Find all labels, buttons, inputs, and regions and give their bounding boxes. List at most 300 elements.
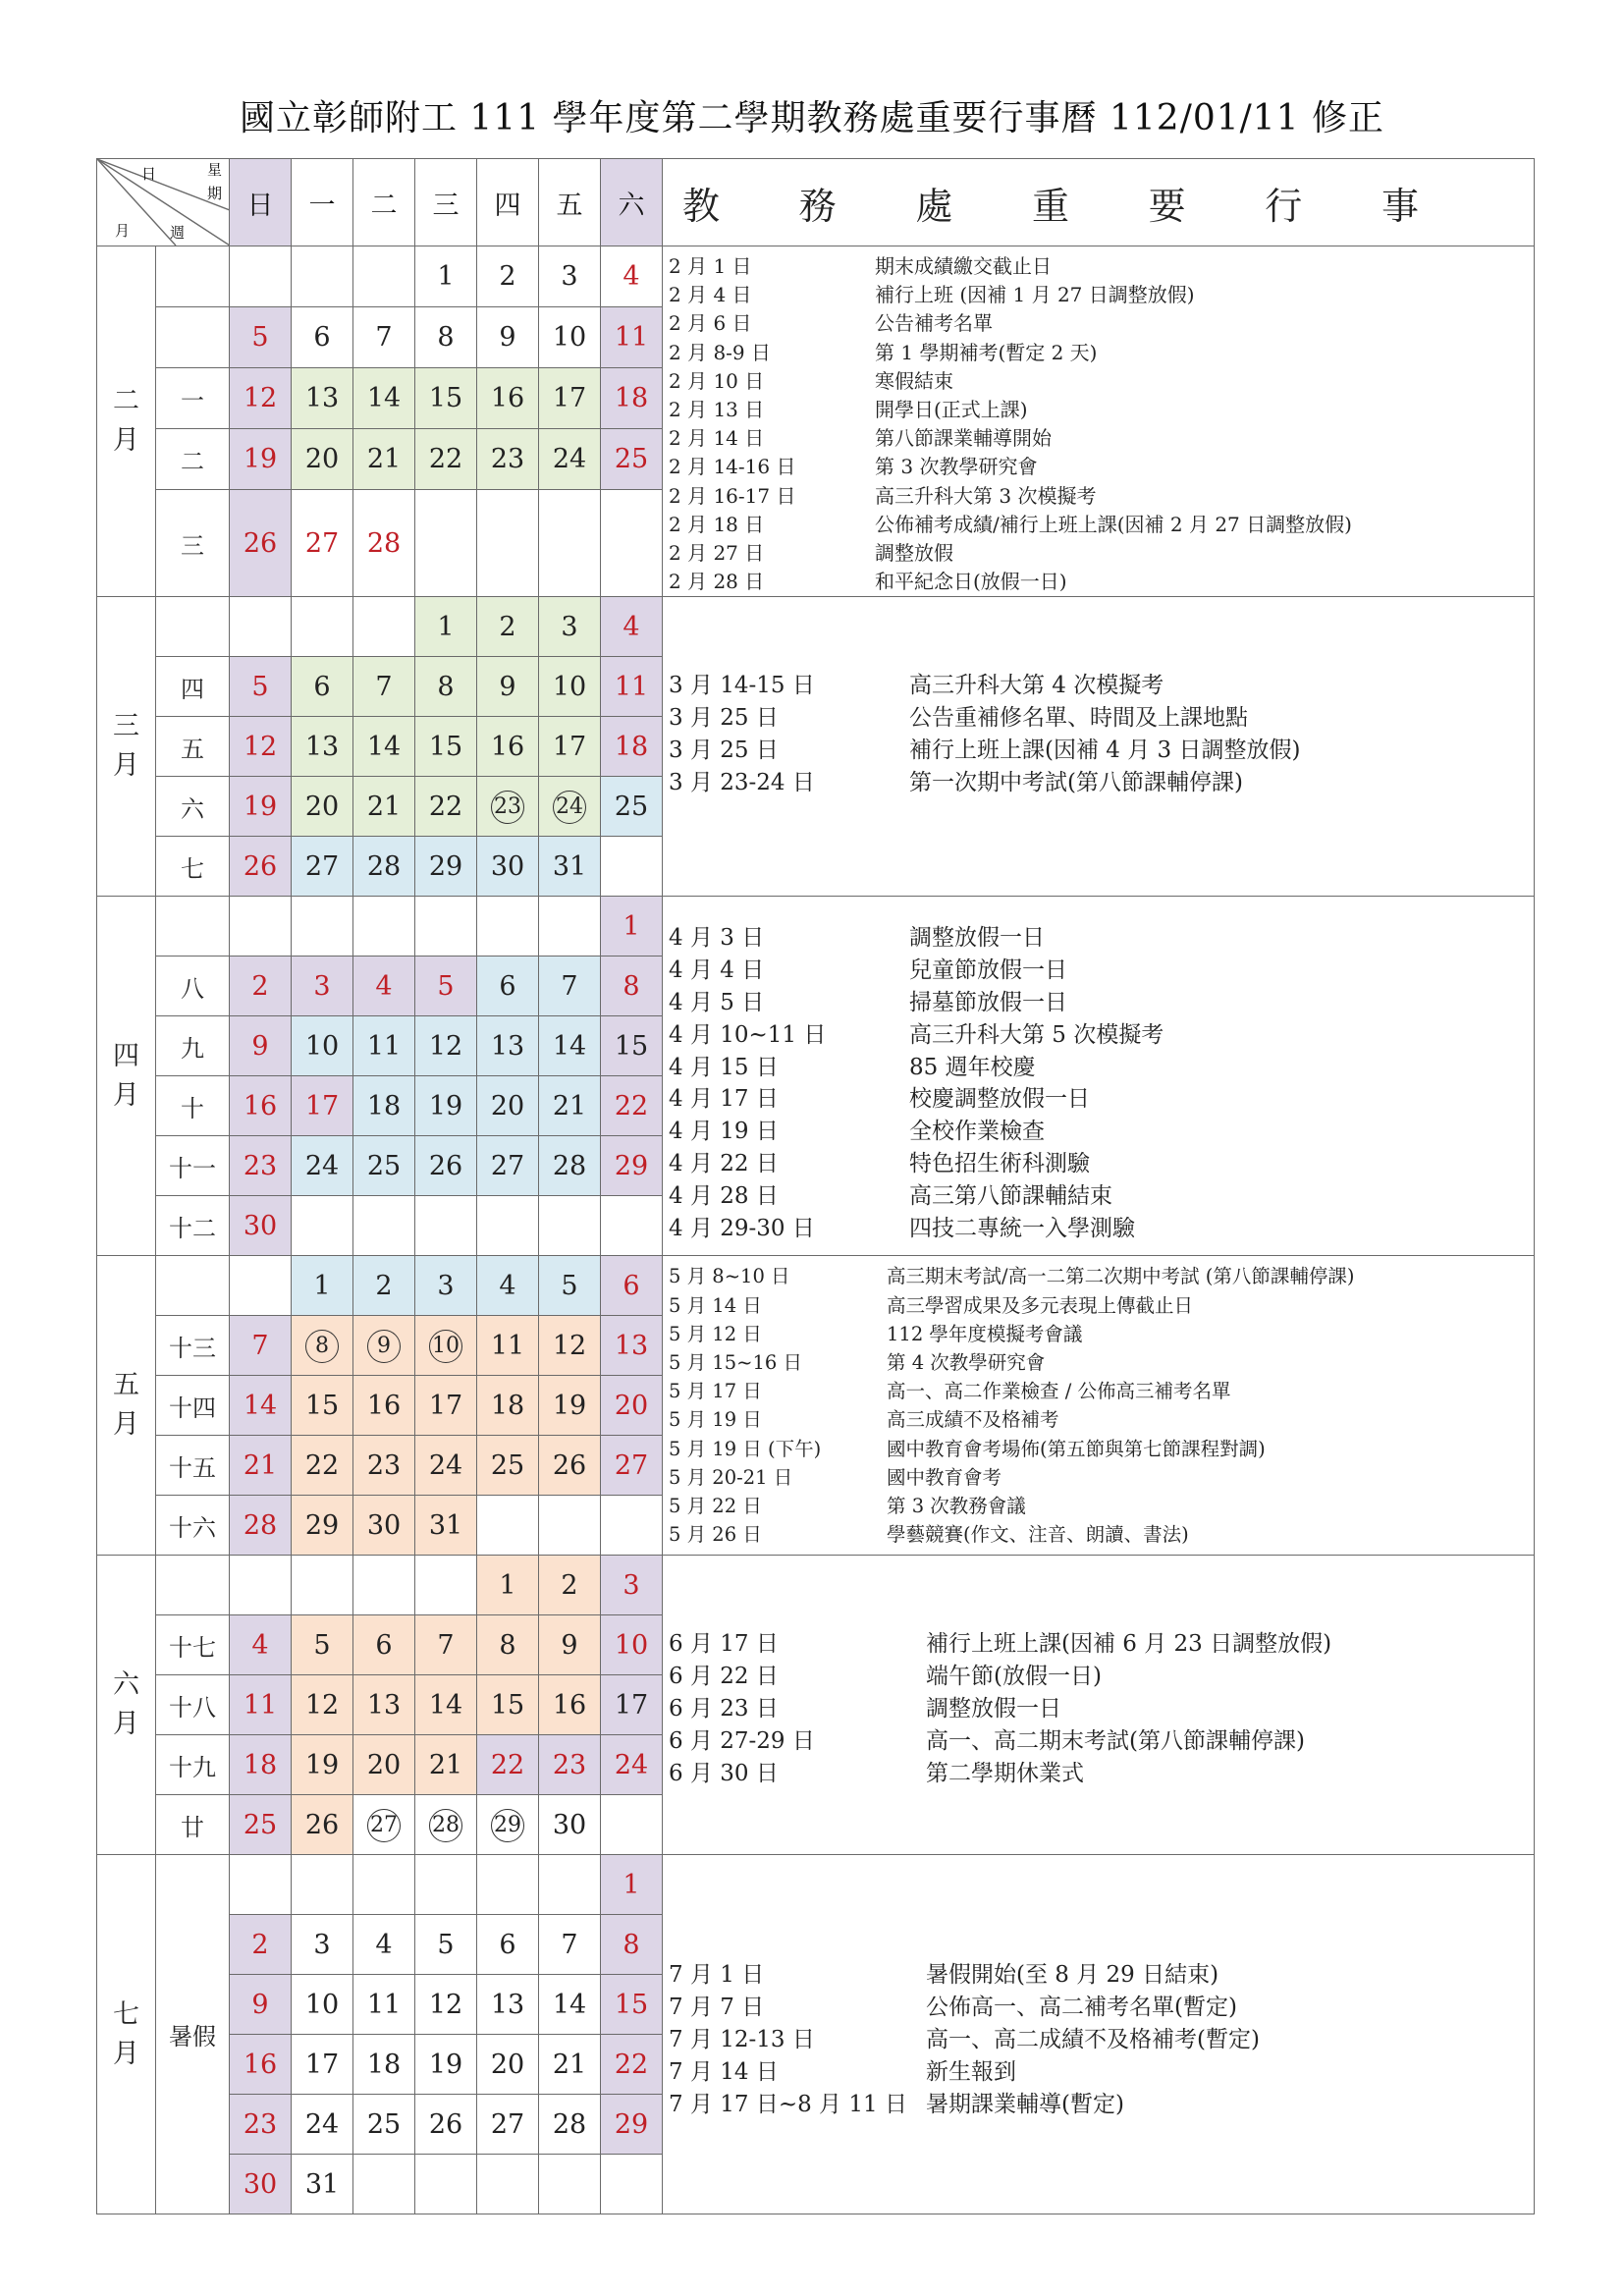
day-cell-thu: 6 bbox=[477, 1915, 539, 1975]
day-cell-sat: 20 bbox=[601, 1376, 663, 1436]
day-cell-thu: 20 bbox=[477, 2035, 539, 2095]
day-cell-mon bbox=[292, 1196, 353, 1256]
week-number: 廿 bbox=[156, 1795, 230, 1855]
event-item bbox=[669, 1661, 1530, 1693]
day-cell-sat: 25 bbox=[601, 777, 663, 837]
event-item bbox=[669, 252, 1530, 281]
event-text: 國中教育會考場佈(第五節與第七節課程對調) bbox=[887, 1437, 1266, 1460]
week-number: 二 bbox=[156, 428, 230, 489]
event-text: 高一、高二期末考試(第八節課輔停課) bbox=[926, 1727, 1305, 1754]
event-item bbox=[669, 1019, 1530, 1052]
day-cell-wed: 29 bbox=[415, 837, 477, 897]
day-cell-sat: 6 bbox=[601, 1256, 663, 1316]
event-text: 高三升科大第 5 次模擬考 bbox=[909, 1021, 1164, 1048]
day-cell-fri bbox=[539, 1196, 601, 1256]
day-cell-sun: 2 bbox=[230, 1915, 292, 1975]
day-cell-sun: 23 bbox=[230, 2095, 292, 2155]
day-cell-sat: 17 bbox=[601, 1675, 663, 1735]
event-date: 5 月 26 日 bbox=[669, 1523, 762, 1547]
event-text: 和平紀念日(放假一日) bbox=[875, 570, 1067, 594]
week-number: 十四 bbox=[156, 1376, 230, 1436]
event-item bbox=[669, 482, 1530, 511]
day-cell-thu: 6 bbox=[477, 957, 539, 1016]
day-cell-sun: 16 bbox=[230, 2035, 292, 2095]
event-text: 暑假開始(至 8 月 29 日結束) bbox=[926, 1962, 1219, 1989]
day-cell-sun bbox=[230, 597, 292, 657]
event-date: 4 月 15 日 bbox=[669, 1054, 779, 1080]
day-cell-fri: 23 bbox=[539, 1735, 601, 1795]
day-cell-sat: 22 bbox=[601, 1076, 663, 1136]
event-text: 第 4 次教學研究會 bbox=[887, 1351, 1046, 1375]
day-cell-fri: 31 bbox=[539, 837, 601, 897]
calendar-body bbox=[97, 246, 1535, 2214]
day-cell-thu: 2 bbox=[477, 597, 539, 657]
day-cell-sat: 1 bbox=[601, 897, 663, 957]
week-number: 十 bbox=[156, 1076, 230, 1136]
day-cell-tue: 23 bbox=[353, 1436, 415, 1496]
day-cell-wed: 5 bbox=[415, 1915, 477, 1975]
header-row bbox=[97, 159, 1535, 246]
event-date: 4 月 5 日 bbox=[669, 990, 765, 1016]
day-cell-fri: 17 bbox=[539, 367, 601, 428]
month-label bbox=[97, 1256, 156, 1556]
event-item bbox=[669, 1959, 1530, 1992]
day-cell-sun: 4 bbox=[230, 1615, 292, 1675]
day-cell-wed bbox=[415, 1196, 477, 1256]
event-date: 2 月 14-16 日 bbox=[669, 455, 796, 479]
weekday-header-tue: 二 bbox=[353, 159, 415, 246]
month-label-char: 二 bbox=[113, 386, 139, 417]
day-cell-mon: 24 bbox=[292, 1136, 353, 1196]
day-cell-mon: 1 bbox=[292, 1256, 353, 1316]
events-cell bbox=[663, 1556, 1535, 1855]
day-cell-mon: 22 bbox=[292, 1436, 353, 1496]
day-cell-mon: 17 bbox=[292, 1076, 353, 1136]
month-label-char: 三 bbox=[113, 711, 139, 742]
event-date: 5 月 14 日 bbox=[669, 1293, 762, 1317]
day-cell-fri: 28 bbox=[539, 1136, 601, 1196]
week-number: 一 bbox=[156, 367, 230, 428]
event-item bbox=[669, 309, 1530, 338]
circled-day: 23 bbox=[491, 791, 524, 824]
event-text: 公告補考名單 bbox=[875, 311, 993, 336]
day-cell-sun: 21 bbox=[230, 1436, 292, 1496]
week-row bbox=[97, 1256, 1535, 1316]
event-date: 4 月 4 日 bbox=[669, 957, 765, 984]
events-cell bbox=[663, 897, 1535, 1256]
day-cell-tue bbox=[353, 2155, 415, 2214]
event-date: 2 月 16-17 日 bbox=[669, 483, 796, 508]
event-text: 高一、高二成績不及格補考(暫定) bbox=[926, 2027, 1260, 2053]
day-cell-sun: 12 bbox=[230, 367, 292, 428]
event-text: 公告重補修名單、時間及上課地點 bbox=[909, 705, 1248, 732]
event-item bbox=[669, 453, 1530, 481]
day-cell-thu bbox=[477, 2155, 539, 2214]
day-cell-sat: 8 bbox=[601, 957, 663, 1016]
event-date: 5 月 12 日 bbox=[669, 1322, 762, 1345]
day-cell-fri: 12 bbox=[539, 1316, 601, 1376]
event-text: 校慶調整放假一日 bbox=[909, 1086, 1090, 1113]
day-cell-wed: 7 bbox=[415, 1615, 477, 1675]
day-cell-sun bbox=[230, 1855, 292, 1915]
day-cell-thu: 22 bbox=[477, 1735, 539, 1795]
event-date: 4 月 17 日 bbox=[669, 1086, 779, 1113]
circled-day: 9 bbox=[367, 1330, 401, 1363]
week-number: 十六 bbox=[156, 1496, 230, 1556]
event-item bbox=[669, 568, 1530, 596]
event-text: 85 週年校慶 bbox=[909, 1054, 1036, 1080]
month-label bbox=[97, 597, 156, 897]
day-cell-tue: 30 bbox=[353, 1496, 415, 1556]
day-cell-tue: 2 bbox=[353, 1256, 415, 1316]
event-text: 新生報到 bbox=[926, 2058, 1016, 2085]
day-cell-mon: 5 bbox=[292, 1615, 353, 1675]
day-cell-sat: 27 bbox=[601, 1436, 663, 1496]
page-title: 國立彰師附工 111 學年度第二學期教務處重要行事曆 112/01/11 修正 bbox=[239, 98, 1385, 138]
day-cell-sun: 30 bbox=[230, 2155, 292, 2214]
events-column-title bbox=[663, 159, 1535, 246]
event-item bbox=[669, 1291, 1530, 1320]
event-item bbox=[669, 955, 1530, 987]
day-cell-tue: 11 bbox=[353, 1975, 415, 2035]
day-cell-fri bbox=[539, 897, 601, 957]
day-cell-thu bbox=[477, 1795, 539, 1855]
event-item bbox=[669, 1052, 1530, 1084]
day-cell-tue: 21 bbox=[353, 777, 415, 837]
day-cell-tue bbox=[353, 897, 415, 957]
month-label-char: 四 bbox=[113, 1040, 139, 1071]
event-date: 6 月 17 日 bbox=[669, 1631, 779, 1658]
event-item bbox=[669, 1148, 1530, 1180]
day-cell-sat: 29 bbox=[601, 2095, 663, 2155]
event-text: 國中教育會考 bbox=[887, 1465, 1002, 1489]
event-text: 高三第八節課輔結束 bbox=[909, 1182, 1112, 1209]
day-cell-mon: 6 bbox=[292, 657, 353, 717]
month-label-char: 五 bbox=[113, 1370, 139, 1401]
day-cell-thu: 9 bbox=[477, 306, 539, 367]
day-cell-mon: 10 bbox=[292, 1975, 353, 2035]
day-cell-wed: 3 bbox=[415, 1256, 477, 1316]
day-cell-wed: 19 bbox=[415, 2035, 477, 2095]
event-date: 2 月 4 日 bbox=[669, 283, 752, 307]
day-cell-sun: 9 bbox=[230, 1016, 292, 1076]
day-cell-fri: 7 bbox=[539, 957, 601, 1016]
week-number bbox=[156, 246, 230, 307]
day-cell-sat bbox=[601, 2155, 663, 2214]
day-cell-wed: 1 bbox=[415, 246, 477, 307]
event-date: 2 月 28 日 bbox=[669, 570, 765, 594]
events-cell bbox=[663, 246, 1535, 597]
circled-day: 10 bbox=[429, 1330, 462, 1363]
day-cell-tue: 18 bbox=[353, 2035, 415, 2095]
day-cell-sat bbox=[601, 489, 663, 597]
week-number: 暑假 bbox=[156, 1855, 230, 2214]
day-cell-wed bbox=[415, 489, 477, 597]
event-text: 調整放假 bbox=[875, 541, 953, 566]
day-cell-tue bbox=[353, 1196, 415, 1256]
events-title-char: 事 bbox=[1380, 184, 1419, 228]
day-cell-wed: 26 bbox=[415, 1136, 477, 1196]
events-title-char: 務 bbox=[798, 184, 837, 228]
day-cell-wed: 8 bbox=[415, 657, 477, 717]
event-date: 6 月 22 日 bbox=[669, 1664, 779, 1690]
day-cell-thu: 30 bbox=[477, 837, 539, 897]
event-item bbox=[669, 1377, 1530, 1405]
month-label-char: 六 bbox=[113, 1669, 139, 1701]
day-cell-thu: 16 bbox=[477, 717, 539, 777]
month-label-char: 月 bbox=[113, 1709, 139, 1740]
event-text: 端午節(放假一日) bbox=[926, 1664, 1102, 1690]
day-cell-mon bbox=[292, 1855, 353, 1915]
day-cell-fri bbox=[539, 2155, 601, 2214]
day-cell-fri: 3 bbox=[539, 597, 601, 657]
day-cell-thu bbox=[477, 1196, 539, 1256]
event-date: 3 月 25 日 bbox=[669, 738, 779, 764]
event-date: 2 月 8-9 日 bbox=[669, 340, 772, 364]
event-item bbox=[669, 1492, 1530, 1520]
day-cell-tue: 28 bbox=[353, 489, 415, 597]
day-cell-sat: 8 bbox=[601, 1915, 663, 1975]
month-label bbox=[97, 897, 156, 1256]
event-date: 4 月 19 日 bbox=[669, 1119, 779, 1145]
event-text: 高三升科大第 3 次模擬考 bbox=[875, 483, 1097, 508]
week-number: 八 bbox=[156, 957, 230, 1016]
day-cell-wed: 17 bbox=[415, 1376, 477, 1436]
day-cell-wed: 15 bbox=[415, 717, 477, 777]
weekday-header-wed: 三 bbox=[415, 159, 477, 246]
day-cell-thu: 15 bbox=[477, 1675, 539, 1735]
day-cell-fri: 16 bbox=[539, 1675, 601, 1735]
day-cell-sun: 25 bbox=[230, 1795, 292, 1855]
event-item bbox=[669, 1213, 1530, 1245]
event-date: 2 月 10 日 bbox=[669, 368, 765, 393]
events-title-char: 行 bbox=[1265, 184, 1303, 228]
event-text: 高一、高二作業檢查 / 公佈高三補考名單 bbox=[887, 1380, 1231, 1403]
day-cell-thu: 25 bbox=[477, 1436, 539, 1496]
event-text: 掃墓節放假一日 bbox=[909, 990, 1067, 1016]
day-cell-sun: 11 bbox=[230, 1675, 292, 1735]
month-label bbox=[97, 1556, 156, 1855]
day-cell-sun: 5 bbox=[230, 306, 292, 367]
day-cell-wed bbox=[415, 1795, 477, 1855]
event-text: 調整放假一日 bbox=[909, 925, 1045, 952]
event-text: 補行上班 (因補 1 月 27 日調整放假) bbox=[875, 283, 1195, 307]
day-cell-wed: 19 bbox=[415, 1076, 477, 1136]
event-item bbox=[669, 1180, 1530, 1213]
event-text: 期末成績繳交截止日 bbox=[875, 254, 1052, 278]
day-cell-mon: 29 bbox=[292, 1496, 353, 1556]
day-cell-fri bbox=[539, 777, 601, 837]
day-cell-fri: 14 bbox=[539, 1975, 601, 2035]
weekday-header-sun: 日 bbox=[230, 159, 292, 246]
day-cell-tue bbox=[353, 1556, 415, 1615]
event-text: 調整放假一日 bbox=[926, 1696, 1061, 1722]
week-number: 十七 bbox=[156, 1615, 230, 1675]
event-text: 高三期末考試/高一二第二次期中考試 (第八節課輔停課) bbox=[887, 1265, 1355, 1288]
event-item bbox=[669, 1083, 1530, 1116]
day-cell-sun bbox=[230, 1256, 292, 1316]
day-cell-thu: 9 bbox=[477, 657, 539, 717]
event-item bbox=[669, 702, 1530, 735]
day-cell-thu: 27 bbox=[477, 1136, 539, 1196]
day-cell-thu: 1 bbox=[477, 1556, 539, 1615]
event-date: 6 月 27-29 日 bbox=[669, 1727, 815, 1754]
day-cell-thu: 2 bbox=[477, 246, 539, 307]
day-cell-mon: 3 bbox=[292, 1915, 353, 1975]
day-cell-tue: 28 bbox=[353, 837, 415, 897]
event-date: 5 月 15~16 日 bbox=[669, 1351, 802, 1375]
day-cell-sat: 15 bbox=[601, 1975, 663, 2035]
events-title-char: 重 bbox=[1031, 184, 1069, 228]
day-cell-thu: 27 bbox=[477, 2095, 539, 2155]
day-cell-wed: 22 bbox=[415, 777, 477, 837]
day-cell-fri: 7 bbox=[539, 1915, 601, 1975]
day-cell-thu bbox=[477, 489, 539, 597]
day-cell-wed bbox=[415, 1855, 477, 1915]
event-item bbox=[669, 735, 1530, 767]
event-text: 全校作業檢查 bbox=[909, 1119, 1045, 1145]
event-item bbox=[669, 396, 1530, 424]
event-date: 2 月 13 日 bbox=[669, 398, 765, 422]
day-cell-fri: 19 bbox=[539, 1376, 601, 1436]
event-date: 4 月 3 日 bbox=[669, 925, 765, 952]
events-title-char: 教 bbox=[682, 184, 721, 228]
week-number: 三 bbox=[156, 489, 230, 597]
week-row bbox=[97, 897, 1535, 957]
day-cell-sat bbox=[601, 1496, 663, 1556]
day-cell-tue: 20 bbox=[353, 1735, 415, 1795]
day-cell-tue bbox=[353, 1795, 415, 1855]
day-cell-sat: 22 bbox=[601, 2035, 663, 2095]
corner-xingqi-label-1: 星 bbox=[207, 161, 223, 179]
event-text: 高三學習成果及多元表現上傳截止日 bbox=[887, 1293, 1194, 1317]
day-cell-sun: 12 bbox=[230, 717, 292, 777]
event-item bbox=[669, 2089, 1530, 2121]
week-row bbox=[97, 597, 1535, 657]
day-cell-sun bbox=[230, 897, 292, 957]
day-cell-fri bbox=[539, 489, 601, 597]
day-cell-tue: 14 bbox=[353, 717, 415, 777]
day-cell-mon: 6 bbox=[292, 306, 353, 367]
day-cell-tue: 25 bbox=[353, 2095, 415, 2155]
day-cell-fri: 17 bbox=[539, 717, 601, 777]
circled-day: 28 bbox=[429, 1809, 462, 1842]
day-cell-tue: 25 bbox=[353, 1136, 415, 1196]
day-cell-fri bbox=[539, 1855, 601, 1915]
circled-day: 24 bbox=[553, 791, 586, 824]
day-cell-wed: 8 bbox=[415, 306, 477, 367]
day-cell-thu: 16 bbox=[477, 367, 539, 428]
week-number: 九 bbox=[156, 1016, 230, 1076]
event-item bbox=[669, 339, 1530, 367]
event-text: 暑期課業輔導(暫定) bbox=[926, 2091, 1124, 2117]
day-cell-wed: 12 bbox=[415, 1975, 477, 2035]
event-text: 公佈補考成績/補行上班上課(因補 2 月 27 日調整放假) bbox=[875, 512, 1352, 536]
event-item bbox=[669, 424, 1530, 453]
week-number: 七 bbox=[156, 837, 230, 897]
corner-yue-label: 月 bbox=[115, 222, 131, 240]
day-cell-wed: 5 bbox=[415, 957, 477, 1016]
event-date: 7 月 1 日 bbox=[669, 1962, 765, 1989]
day-cell-sat bbox=[601, 837, 663, 897]
calendar-table bbox=[96, 158, 1535, 2214]
day-cell-tue: 4 bbox=[353, 957, 415, 1016]
event-text: 兒童節放假一日 bbox=[909, 957, 1067, 984]
corner-ri-label: 日 bbox=[141, 165, 157, 183]
day-cell-sat: 25 bbox=[601, 428, 663, 489]
event-text: 開學日(正式上課) bbox=[875, 398, 1028, 422]
event-item bbox=[669, 2024, 1530, 2056]
week-row bbox=[97, 246, 1535, 307]
month-label bbox=[97, 1855, 156, 2214]
circled-day: 8 bbox=[305, 1330, 339, 1363]
week-number: 五 bbox=[156, 717, 230, 777]
event-date: 2 月 1 日 bbox=[669, 254, 752, 278]
events-cell bbox=[663, 1855, 1535, 2214]
day-cell-thu bbox=[477, 897, 539, 957]
circled-day: 27 bbox=[367, 1809, 401, 1842]
day-cell-mon: 3 bbox=[292, 957, 353, 1016]
day-cell-fri: 21 bbox=[539, 1076, 601, 1136]
day-cell-mon: 15 bbox=[292, 1376, 353, 1436]
day-cell-fri: 10 bbox=[539, 306, 601, 367]
event-item bbox=[669, 1520, 1530, 1549]
day-cell-sun: 23 bbox=[230, 1136, 292, 1196]
day-cell-tue: 18 bbox=[353, 1076, 415, 1136]
day-cell-wed: 12 bbox=[415, 1016, 477, 1076]
event-date: 7 月 17 日~8 月 11 日 bbox=[669, 2091, 907, 2117]
day-cell-wed: 26 bbox=[415, 2095, 477, 2155]
day-cell-mon: 13 bbox=[292, 717, 353, 777]
day-cell-fri: 9 bbox=[539, 1615, 601, 1675]
event-date: 4 月 28 日 bbox=[669, 1182, 779, 1209]
event-date: 3 月 14-15 日 bbox=[669, 673, 815, 699]
event-date: 5 月 8~10 日 bbox=[669, 1265, 790, 1288]
day-cell-sun: 30 bbox=[230, 1196, 292, 1256]
week-number: 十五 bbox=[156, 1436, 230, 1496]
event-item bbox=[669, 539, 1530, 568]
day-cell-mon: 12 bbox=[292, 1675, 353, 1735]
event-date: 5 月 20-21 日 bbox=[669, 1465, 793, 1489]
day-cell-sat bbox=[601, 1196, 663, 1256]
day-cell-sat: 18 bbox=[601, 717, 663, 777]
day-cell-wed: 21 bbox=[415, 1735, 477, 1795]
day-cell-sun: 26 bbox=[230, 837, 292, 897]
day-cell-sat: 18 bbox=[601, 367, 663, 428]
day-cell-sun: 19 bbox=[230, 428, 292, 489]
day-cell-tue: 7 bbox=[353, 306, 415, 367]
header-corner bbox=[97, 159, 230, 246]
week-number bbox=[156, 897, 230, 957]
day-cell-sun: 2 bbox=[230, 957, 292, 1016]
event-text: 四技二專統一入學測驗 bbox=[909, 1215, 1135, 1241]
week-number: 十一 bbox=[156, 1136, 230, 1196]
event-date: 3 月 23-24 日 bbox=[669, 769, 815, 795]
event-text: 第八節課業輔導開始 bbox=[875, 426, 1052, 451]
event-item bbox=[669, 1693, 1530, 1725]
day-cell-sat: 11 bbox=[601, 306, 663, 367]
event-text: 補行上班上課(因補 4 月 3 日調整放假) bbox=[909, 738, 1301, 764]
day-cell-sun: 5 bbox=[230, 657, 292, 717]
day-cell-sun: 14 bbox=[230, 1376, 292, 1436]
day-cell-sun bbox=[230, 246, 292, 307]
day-cell-fri: 21 bbox=[539, 2035, 601, 2095]
day-cell-mon bbox=[292, 1556, 353, 1615]
day-cell-fri: 28 bbox=[539, 2095, 601, 2155]
day-cell-wed: 1 bbox=[415, 597, 477, 657]
event-item bbox=[669, 1628, 1530, 1661]
day-cell-mon: 17 bbox=[292, 2035, 353, 2095]
